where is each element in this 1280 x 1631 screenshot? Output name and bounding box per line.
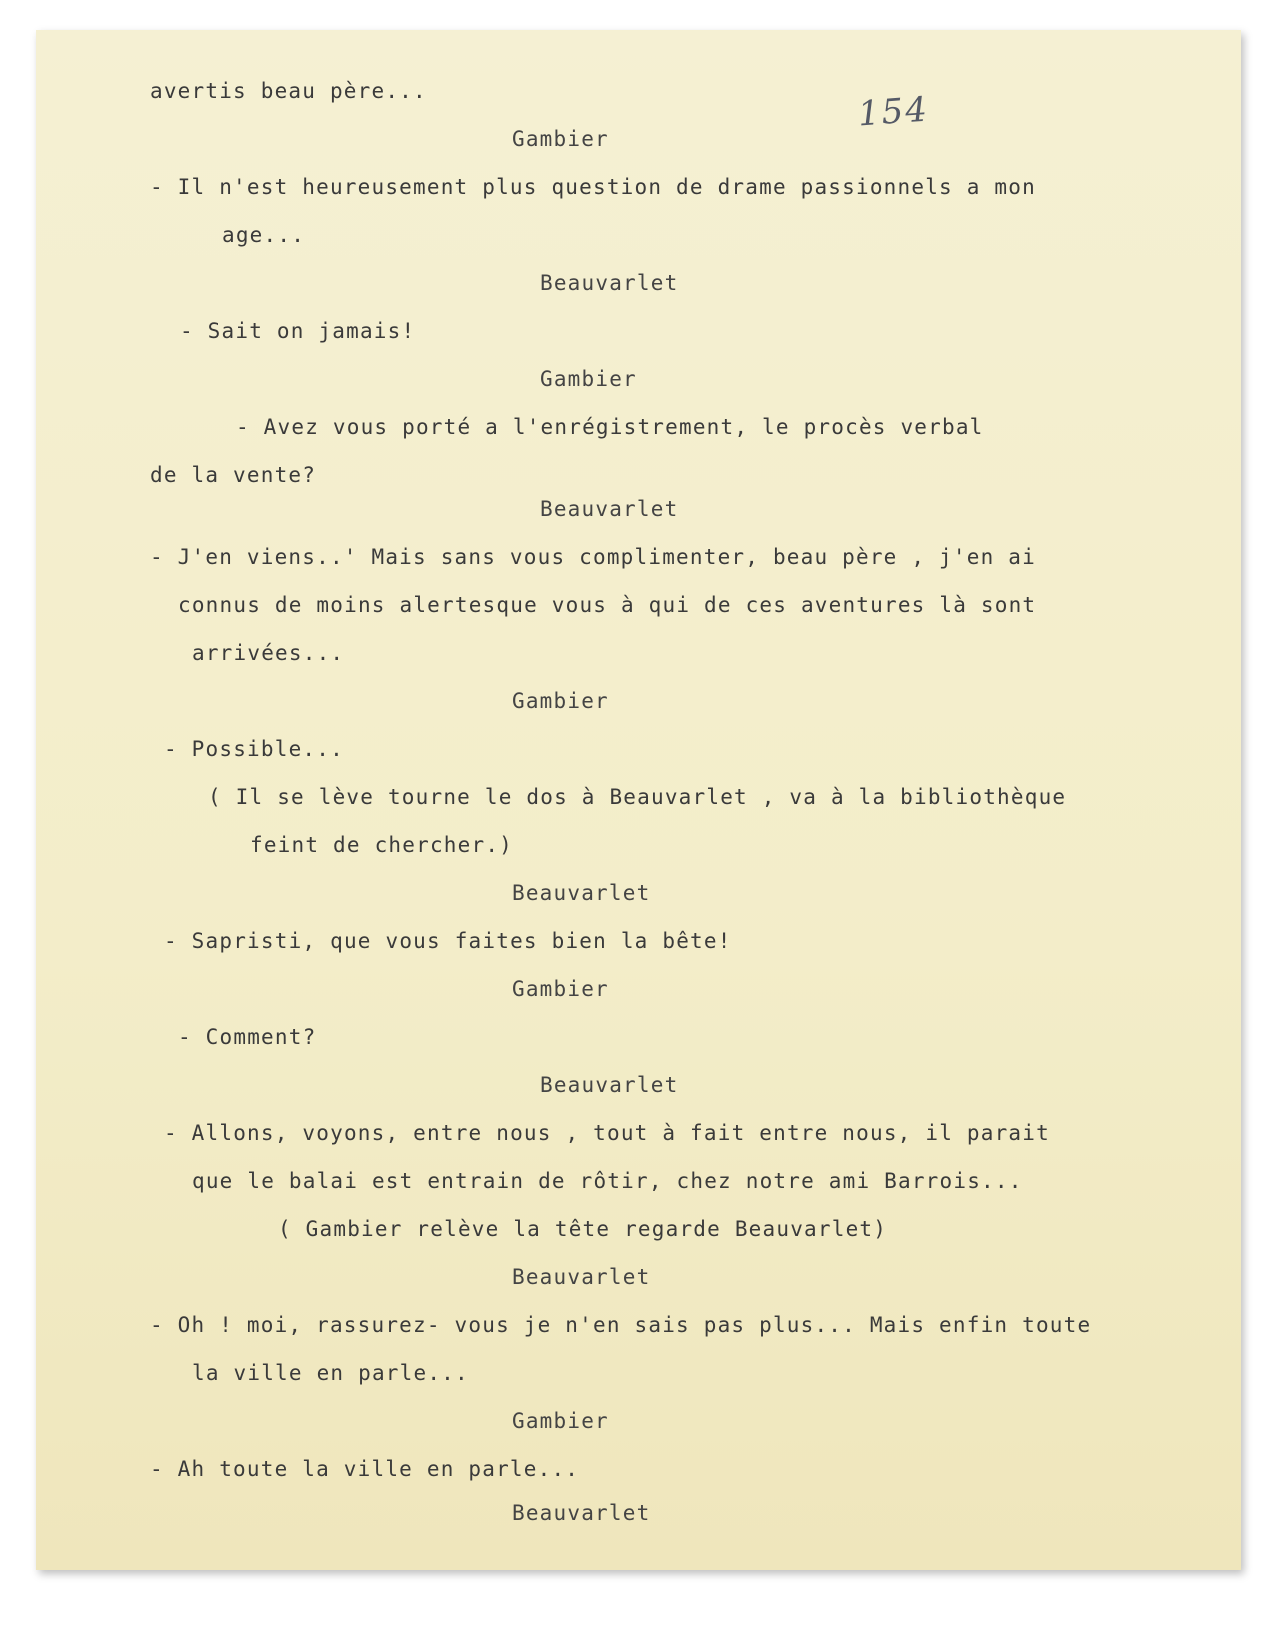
page-number: 154: [856, 89, 931, 135]
speaker-name: Beauvarlet: [512, 1501, 651, 1525]
text-line: - Sapristi, que vous faites bien la bête!: [164, 929, 732, 953]
speaker-name: Gambier: [512, 127, 609, 151]
text-line: - Possible...: [164, 737, 344, 761]
text-line: - Comment?: [178, 1025, 317, 1049]
text-line: que le balai est entrain de rôtir, chez notre ami Barrois...: [192, 1169, 1023, 1193]
text-line: de la vente?: [150, 463, 317, 487]
stage-direction: ( Il se lève tourne le dos à Beauvarlet , va à la bibliothèque: [208, 785, 1067, 809]
speaker-name: Beauvarlet: [512, 881, 651, 905]
speaker-name: Gambier: [512, 1409, 609, 1433]
text-line: - J'en viens..' Mais sans vous complimenter, beau père , j'en ai: [150, 545, 1036, 569]
text-line: arrivées...: [192, 641, 345, 665]
speaker-name: Gambier: [512, 977, 609, 1001]
text-line: connus de moins alertesque vous à qui de ces aventures là sont: [178, 593, 1037, 617]
speaker-name: Beauvarlet: [540, 1073, 679, 1097]
speaker-name: Gambier: [540, 367, 637, 391]
stage-direction: ( Gambier relève la tête regarde Beauvarlet): [278, 1217, 888, 1241]
text-line: la ville en parle...: [192, 1361, 469, 1385]
text-line: - Oh ! moi, rassurez- vous je n'en sais pas plus... Mais enfin toute: [150, 1313, 1092, 1337]
text-line: age...: [222, 223, 306, 247]
speaker-name: Beauvarlet: [540, 497, 679, 521]
speaker-name: Gambier: [512, 689, 609, 713]
stage-direction: feint de chercher.): [250, 833, 514, 857]
text-line: - Il n'est heureusement plus question de drame passionnels a mon: [150, 175, 1036, 199]
text-line: - Allons, voyons, entre nous , tout à fait entre nous, il parait: [164, 1121, 1050, 1145]
text-line: - Avez vous porté a l'enrégistrement, le procès verbal: [236, 415, 984, 439]
text-line: - Sait on jamais!: [180, 319, 416, 343]
speaker-name: Beauvarlet: [540, 271, 679, 295]
speaker-name: Beauvarlet: [512, 1265, 651, 1289]
text-line: - Ah toute la ville en parle...: [150, 1457, 580, 1481]
text-line: avertis beau père...: [150, 79, 427, 103]
